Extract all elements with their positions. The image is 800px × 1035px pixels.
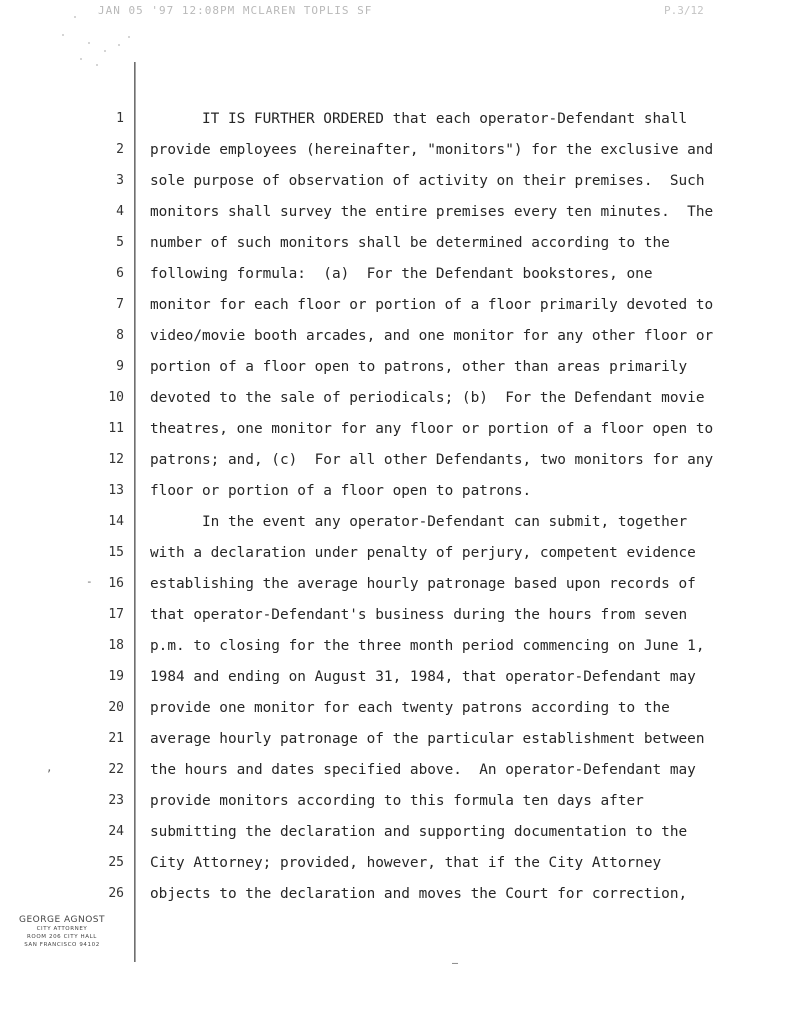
- pleading-line: [0, 358, 800, 388]
- line-number: 21: [108, 731, 124, 746]
- line-number: 24: [108, 824, 124, 839]
- pleading-line: [0, 699, 800, 729]
- line-number: 15: [108, 545, 124, 560]
- attorney-room: ROOM 206 CITY HALL: [27, 934, 97, 940]
- line-number: 7: [116, 297, 124, 312]
- pleading-line: [0, 823, 800, 853]
- margin-dash-mark: -: [86, 575, 93, 588]
- pleading-line: [0, 296, 800, 326]
- line-text: following formula: (a) For the Defendant bookstores, one: [150, 266, 653, 282]
- speckle: [88, 42, 90, 44]
- line-text: establishing the average hourly patronage based upon records of: [150, 576, 696, 592]
- speckle: [128, 36, 130, 38]
- line-number: 3: [116, 173, 124, 188]
- line-number: 4: [116, 204, 124, 219]
- line-number: 14: [108, 514, 124, 529]
- line-number: 18: [108, 638, 124, 653]
- line-number: 20: [108, 700, 124, 715]
- line-number: 17: [108, 607, 124, 622]
- line-number: 22: [108, 762, 124, 777]
- speckle: [96, 64, 98, 66]
- attorney-city: SAN FRANCISCO 94102: [24, 942, 100, 948]
- fax-header-caption: JAN 05 '97 12:08PM MCLAREN TOPLIS SF: [98, 4, 373, 17]
- pleading-line: [0, 513, 800, 543]
- speckle: [118, 44, 120, 46]
- pleading-line: [0, 544, 800, 574]
- pleading-line: [0, 327, 800, 357]
- line-number: 19: [108, 669, 124, 684]
- line-text: City Attorney; provided, however, that if the City Attorney: [150, 855, 662, 871]
- pleading-line: [0, 730, 800, 760]
- pleading-line: [0, 885, 800, 915]
- pleading-line: [0, 141, 800, 171]
- line-text: video/movie booth arcades, and one monitor for any other floor or: [150, 328, 714, 344]
- line-text: 1984 and ending on August 31, 1984, that operator-Defendant may: [150, 669, 696, 685]
- line-number: 13: [108, 483, 124, 498]
- pleading-line: [0, 420, 800, 450]
- attorney-title: CITY ATTORNEY: [36, 926, 88, 932]
- pleading-line: [0, 234, 800, 264]
- line-text: sole purpose of observation of activity on their premises. Such: [150, 173, 705, 189]
- line-number: 6: [116, 266, 124, 281]
- line-text: p.m. to closing for the three month period commencing on June 1,: [150, 638, 705, 654]
- pleading-line: [0, 637, 800, 667]
- line-text: the hours and dates specified above. An operator-Defendant may: [150, 762, 696, 778]
- line-number: 10: [108, 390, 124, 405]
- line-number: 11: [108, 421, 124, 436]
- pleading-line: [0, 482, 800, 512]
- speckle: [74, 16, 76, 18]
- attorney-address-block: [0, 915, 124, 949]
- line-text: monitor for each floor or portion of a floor primarily devoted to: [150, 297, 714, 313]
- margin-comma-mark: ,: [46, 761, 53, 774]
- line-number: 12: [108, 452, 124, 467]
- line-text: provide employees (hereinafter, "monitors") for the exclusive and: [150, 142, 714, 158]
- line-text: average hourly patronage of the particular establishment between: [150, 731, 705, 747]
- attorney-name: GEORGE AGNOST: [18, 915, 106, 925]
- line-text: theatres, one monitor for any floor or portion of a floor open to: [150, 421, 714, 437]
- line-number: 25: [108, 855, 124, 870]
- line-text: patrons; and, (c) For all other Defendants, two monitors for any: [150, 452, 714, 468]
- pleading-line: [0, 854, 800, 884]
- speckle: [104, 50, 106, 52]
- speckle: [80, 58, 82, 60]
- pleading-line: [0, 668, 800, 698]
- pleading-line: [0, 606, 800, 636]
- speckle: [62, 34, 64, 36]
- line-text: In the event any operator-Defendant can submit, together: [150, 514, 688, 530]
- line-text: with a declaration under penalty of perjury, competent evidence: [150, 545, 696, 561]
- pleading-line: [0, 451, 800, 481]
- line-text: number of such monitors shall be determined according to the: [150, 235, 670, 251]
- pleading-line: [0, 265, 800, 295]
- pleading-line: [0, 761, 800, 791]
- line-number: 23: [108, 793, 124, 808]
- line-number: 8: [116, 328, 124, 343]
- pleading-line: [0, 389, 800, 419]
- line-text: monitors shall survey the entire premises every ten minutes. The: [150, 204, 714, 220]
- fax-page-mark: P.3/12: [664, 4, 704, 17]
- line-number: 26: [108, 886, 124, 901]
- pleading-line: [0, 792, 800, 822]
- line-text: IT IS FURTHER ORDERED that each operator-Defendant shall: [150, 111, 688, 127]
- pleading-line: [0, 172, 800, 202]
- line-number: 9: [116, 359, 124, 374]
- line-number: 1: [116, 111, 124, 126]
- line-number: 2: [116, 142, 124, 157]
- pleading-line: [0, 575, 800, 605]
- line-number: 16: [108, 576, 124, 591]
- line-text: floor or portion of a floor open to patrons.: [150, 483, 532, 499]
- line-text: objects to the declaration and moves the Court for correction,: [150, 886, 688, 902]
- line-text: provide monitors according to this formula ten days after: [150, 793, 644, 809]
- pleading-line: [0, 110, 800, 140]
- line-text: submitting the declaration and supporting documentation to the: [150, 824, 688, 840]
- line-text: provide one monitor for each twenty patrons according to the: [150, 700, 670, 716]
- footer-mark: –: [452, 958, 459, 969]
- line-number: 5: [116, 235, 124, 250]
- line-text: that operator-Defendant's business during the hours from seven: [150, 607, 688, 623]
- line-text: portion of a floor open to patrons, other than areas primarily: [150, 359, 688, 375]
- pleading-line: [0, 203, 800, 233]
- line-text: devoted to the sale of periodicals; (b) For the Defendant movie: [150, 390, 705, 406]
